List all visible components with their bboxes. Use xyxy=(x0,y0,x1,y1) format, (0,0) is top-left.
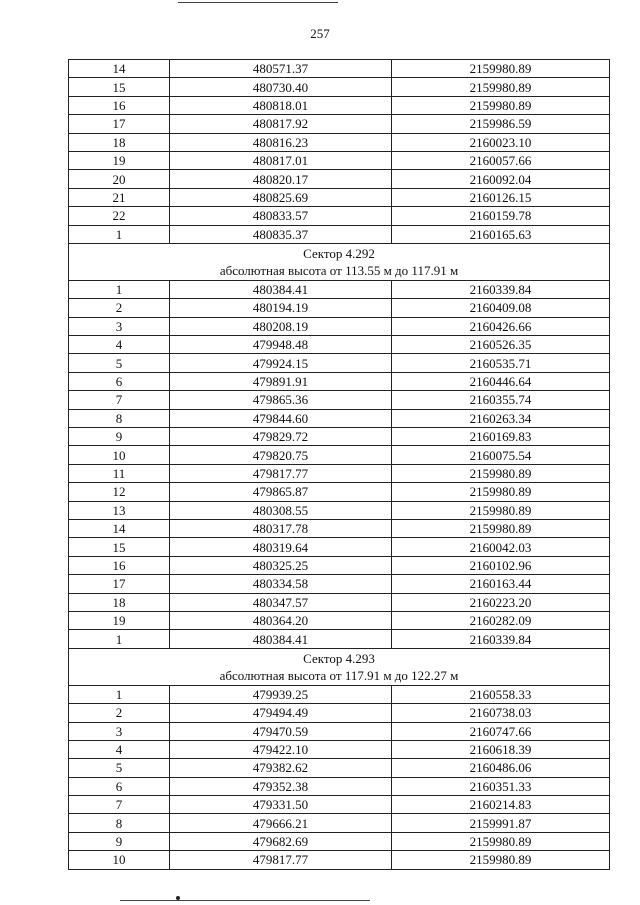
y-coordinate-cell: 2159980.89 xyxy=(392,60,610,78)
sector-altitude-range: абсолютная высота от 117.91 м до 122.27 м xyxy=(219,667,459,683)
point-number-cell: 18 xyxy=(69,133,170,151)
y-coordinate-cell: 2160355.74 xyxy=(392,391,610,409)
y-coordinate-cell: 2160263.34 xyxy=(392,409,610,427)
point-number-cell: 17 xyxy=(69,575,170,593)
y-coordinate-cell: 2160339.84 xyxy=(392,280,610,298)
sector-header-row xyxy=(69,243,610,280)
x-coordinate-cell: 479682.69 xyxy=(170,832,392,850)
sector-title: Сектор 4.293 xyxy=(303,650,375,666)
y-coordinate-cell: 2160486.06 xyxy=(392,759,610,777)
x-coordinate-cell: 480334.58 xyxy=(170,575,392,593)
table-row xyxy=(69,336,610,354)
y-coordinate-cell: 2160159.78 xyxy=(392,207,610,225)
y-coordinate-cell: 2160282.09 xyxy=(392,611,610,629)
table-row xyxy=(69,814,610,832)
point-number-cell: 1 xyxy=(69,225,170,243)
y-coordinate-cell: 2160738.03 xyxy=(392,704,610,722)
table-row xyxy=(69,464,610,482)
table-row xyxy=(69,796,610,814)
y-coordinate-cell: 2160409.08 xyxy=(392,299,610,317)
point-number-cell: 6 xyxy=(69,777,170,795)
x-coordinate-cell: 480384.41 xyxy=(170,630,392,648)
table-row xyxy=(69,630,610,648)
point-number-cell: 6 xyxy=(69,372,170,390)
point-number-cell: 5 xyxy=(69,759,170,777)
table-row xyxy=(69,704,610,722)
table-row xyxy=(69,317,610,335)
y-coordinate-cell: 2160214.83 xyxy=(392,796,610,814)
scan-edge-bottom xyxy=(120,900,370,901)
x-coordinate-cell: 479494.49 xyxy=(170,704,392,722)
x-coordinate-cell: 480347.57 xyxy=(170,593,392,611)
point-number-cell: 14 xyxy=(69,519,170,537)
x-coordinate-cell: 480319.64 xyxy=(170,538,392,556)
table-row xyxy=(69,409,610,427)
table-row xyxy=(69,188,610,206)
y-coordinate-cell: 2160426.66 xyxy=(392,317,610,335)
table-row xyxy=(69,280,610,298)
point-number-cell: 17 xyxy=(69,115,170,133)
y-coordinate-cell: 2160169.83 xyxy=(392,428,610,446)
table-row xyxy=(69,685,610,703)
point-number-cell: 13 xyxy=(69,501,170,519)
sector-header xyxy=(69,648,610,685)
x-coordinate-cell: 479422.10 xyxy=(170,740,392,758)
x-coordinate-cell: 479891.91 xyxy=(170,372,392,390)
table-row xyxy=(69,832,610,850)
point-number-cell: 15 xyxy=(69,538,170,556)
y-coordinate-cell: 2159980.89 xyxy=(392,851,610,869)
table-row xyxy=(69,722,610,740)
table-row xyxy=(69,78,610,96)
x-coordinate-cell: 480317.78 xyxy=(170,519,392,537)
x-coordinate-cell: 479844.60 xyxy=(170,409,392,427)
x-coordinate-cell: 479820.75 xyxy=(170,446,392,464)
x-coordinate-cell: 480730.40 xyxy=(170,78,392,96)
table-row xyxy=(69,225,610,243)
y-coordinate-cell: 2159980.89 xyxy=(392,832,610,850)
point-number-cell: 14 xyxy=(69,60,170,78)
x-coordinate-cell: 480818.01 xyxy=(170,96,392,114)
sector-title: Сектор 4.292 xyxy=(303,245,375,261)
sector-header xyxy=(69,243,610,280)
x-coordinate-cell: 480571.37 xyxy=(170,60,392,78)
y-coordinate-cell: 2160163.44 xyxy=(392,575,610,593)
table-row xyxy=(69,299,610,317)
point-number-cell: 10 xyxy=(69,851,170,869)
y-coordinate-cell: 2160535.71 xyxy=(392,354,610,372)
point-number-cell: 15 xyxy=(69,78,170,96)
point-number-cell: 18 xyxy=(69,593,170,611)
table-row xyxy=(69,96,610,114)
point-number-cell: 19 xyxy=(69,151,170,169)
y-coordinate-cell: 2160526.35 xyxy=(392,336,610,354)
x-coordinate-cell: 480817.92 xyxy=(170,115,392,133)
x-coordinate-cell: 480325.25 xyxy=(170,556,392,574)
point-number-cell: 19 xyxy=(69,611,170,629)
point-number-cell: 20 xyxy=(69,170,170,188)
page-number: 257 xyxy=(310,26,330,41)
point-number-cell: 4 xyxy=(69,336,170,354)
x-coordinate-cell: 479865.36 xyxy=(170,391,392,409)
point-number-cell: 8 xyxy=(69,409,170,427)
y-coordinate-cell: 2160446.64 xyxy=(392,372,610,390)
point-number-cell: 12 xyxy=(69,483,170,501)
y-coordinate-cell: 2160126.15 xyxy=(392,188,610,206)
y-coordinate-cell: 2160102.96 xyxy=(392,556,610,574)
y-coordinate-cell: 2160075.54 xyxy=(392,446,610,464)
x-coordinate-cell: 479948.48 xyxy=(170,336,392,354)
x-coordinate-cell: 479352.38 xyxy=(170,777,392,795)
x-coordinate-cell: 479939.25 xyxy=(170,685,392,703)
point-number-cell: 21 xyxy=(69,188,170,206)
table-row xyxy=(69,151,610,169)
table-row xyxy=(69,851,610,869)
y-coordinate-cell: 2159980.89 xyxy=(392,483,610,501)
table-row xyxy=(69,759,610,777)
y-coordinate-cell: 2160092.04 xyxy=(392,170,610,188)
point-number-cell: 16 xyxy=(69,556,170,574)
y-coordinate-cell: 2159991.87 xyxy=(392,814,610,832)
table-row xyxy=(69,501,610,519)
point-number-cell: 1 xyxy=(69,280,170,298)
x-coordinate-cell: 480825.69 xyxy=(170,188,392,206)
table-row xyxy=(69,519,610,537)
y-coordinate-cell: 2160618.39 xyxy=(392,740,610,758)
x-coordinate-cell: 480194.19 xyxy=(170,299,392,317)
table-row xyxy=(69,538,610,556)
point-number-cell: 11 xyxy=(69,464,170,482)
x-coordinate-cell: 480364.20 xyxy=(170,611,392,629)
x-coordinate-cell: 480816.23 xyxy=(170,133,392,151)
x-coordinate-cell: 479382.62 xyxy=(170,759,392,777)
table-row xyxy=(69,207,610,225)
x-coordinate-cell: 480384.41 xyxy=(170,280,392,298)
table-row xyxy=(69,740,610,758)
point-number-cell: 4 xyxy=(69,740,170,758)
table-row xyxy=(69,428,610,446)
point-number-cell: 7 xyxy=(69,796,170,814)
x-coordinate-cell: 479924.15 xyxy=(170,354,392,372)
point-number-cell: 3 xyxy=(69,722,170,740)
y-coordinate-cell: 2159986.59 xyxy=(392,115,610,133)
table-row xyxy=(69,391,610,409)
x-coordinate-cell: 479829.72 xyxy=(170,428,392,446)
point-number-cell: 9 xyxy=(69,832,170,850)
table-row xyxy=(69,483,610,501)
x-coordinate-cell: 479817.77 xyxy=(170,851,392,869)
x-coordinate-cell: 480833.57 xyxy=(170,207,392,225)
x-coordinate-cell: 480817.01 xyxy=(170,151,392,169)
y-coordinate-cell: 2160747.66 xyxy=(392,722,610,740)
table-row xyxy=(69,575,610,593)
table-row xyxy=(69,115,610,133)
x-coordinate-cell: 479666.21 xyxy=(170,814,392,832)
point-number-cell: 2 xyxy=(69,704,170,722)
x-coordinate-cell: 479470.59 xyxy=(170,722,392,740)
table-row xyxy=(69,372,610,390)
table-row xyxy=(69,354,610,372)
point-number-cell: 2 xyxy=(69,299,170,317)
y-coordinate-cell: 2160057.66 xyxy=(392,151,610,169)
table-row xyxy=(69,777,610,795)
y-coordinate-cell: 2160165.63 xyxy=(392,225,610,243)
table-row xyxy=(69,170,610,188)
y-coordinate-cell: 2160023.10 xyxy=(392,133,610,151)
point-number-cell: 10 xyxy=(69,446,170,464)
point-number-cell: 22 xyxy=(69,207,170,225)
x-coordinate-cell: 480308.55 xyxy=(170,501,392,519)
y-coordinate-cell: 2159980.89 xyxy=(392,464,610,482)
point-number-cell: 1 xyxy=(69,630,170,648)
y-coordinate-cell: 2159980.89 xyxy=(392,519,610,537)
x-coordinate-cell: 480835.37 xyxy=(170,225,392,243)
table-row xyxy=(69,133,610,151)
point-number-cell: 3 xyxy=(69,317,170,335)
y-coordinate-cell: 2160351.33 xyxy=(392,777,610,795)
y-coordinate-cell: 2159980.89 xyxy=(392,96,610,114)
table-row xyxy=(69,556,610,574)
y-coordinate-cell: 2160042.03 xyxy=(392,538,610,556)
table-row xyxy=(69,611,610,629)
table-row xyxy=(69,593,610,611)
sector-header-row xyxy=(69,648,610,685)
y-coordinate-cell: 2159980.89 xyxy=(392,78,610,96)
x-coordinate-cell: 479817.77 xyxy=(170,464,392,482)
x-coordinate-cell: 480208.19 xyxy=(170,317,392,335)
coordinates-table-body xyxy=(69,60,610,870)
x-coordinate-cell: 479331.50 xyxy=(170,796,392,814)
table-row xyxy=(69,60,610,78)
point-number-cell: 9 xyxy=(69,428,170,446)
scan-edge-top xyxy=(178,2,338,3)
table-row xyxy=(69,446,610,464)
y-coordinate-cell: 2159980.89 xyxy=(392,501,610,519)
y-coordinate-cell: 2160558.33 xyxy=(392,685,610,703)
point-number-cell: 5 xyxy=(69,354,170,372)
point-number-cell: 16 xyxy=(69,96,170,114)
y-coordinate-cell: 2160223.20 xyxy=(392,593,610,611)
sector-altitude-range: абсолютная высота от 113.55 м до 117.91 м xyxy=(219,262,459,278)
scan-dot xyxy=(176,896,180,900)
point-number-cell: 1 xyxy=(69,685,170,703)
x-coordinate-cell: 479865.87 xyxy=(170,483,392,501)
x-coordinate-cell: 480820.17 xyxy=(170,170,392,188)
point-number-cell: 8 xyxy=(69,814,170,832)
point-number-cell: 7 xyxy=(69,391,170,409)
y-coordinate-cell: 2160339.84 xyxy=(392,630,610,648)
coordinates-table xyxy=(68,59,610,870)
